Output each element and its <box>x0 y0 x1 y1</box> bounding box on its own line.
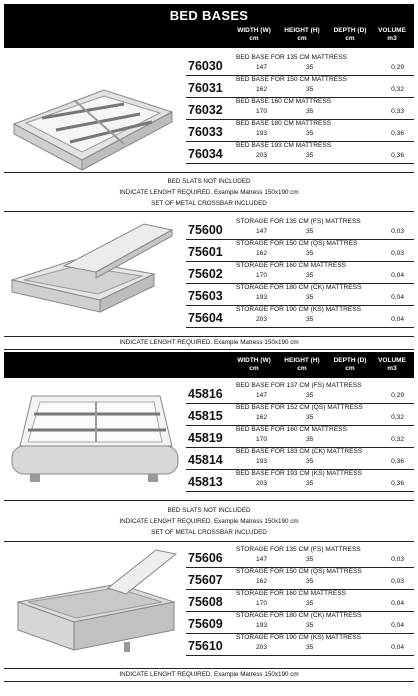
table-row: 45813 BED BASE FOR 193 CM (KS) MATTRESS 203 35 0,36 <box>186 470 414 492</box>
divider <box>4 211 414 212</box>
col-width: WIDTH (W) cm <box>237 357 271 372</box>
notes-3: BED SLATS NOT INCLUDED INDICATE LENGHT REQUIRED. Example Matress 150x190 cm SET OF METAL CROSSBAR INCLUDED <box>119 507 299 536</box>
divider <box>4 500 414 501</box>
col-height: HEIGHT (H) cm <box>284 27 320 42</box>
bed-base-illustration <box>4 56 184 174</box>
divider <box>4 681 414 682</box>
table-row: 75609 STORAGE FOR 180 CM (CK) MATTRESS 193 35 0,04 <box>186 612 414 634</box>
col-depth: DEPTH (D) cm <box>333 357 367 372</box>
bed-base-illustration <box>4 384 184 494</box>
table-row: 75610 STORAGE FOR 190 CM (KS) MATTRESS 203 35 0,04 <box>186 634 414 656</box>
notes-1: BED SLATS NOT INCLUDED INDICATE LENGHT REQUIRED. Example Matress 150x190 cm SET OF METAL CROSSBAR INCLUDED <box>119 178 299 207</box>
col-volume: VOLUME m3 <box>378 27 406 42</box>
table-row: 75602 STORAGE FOR 160 CM MATTRESS 170 35 0,04 <box>186 262 414 284</box>
col-width: WIDTH (W) cm <box>237 27 271 42</box>
divider <box>4 349 414 350</box>
storage-bed-illustration <box>4 216 184 334</box>
table-row: 76030 BED BASE FOR 135 CM MATTRESS 147 35 0,29 <box>186 54 414 76</box>
table-row: 76032 BED BASE 160 CM MATTRESS 170 35 0,33 <box>186 98 414 120</box>
col-height: HEIGHT (H) cm <box>284 357 320 372</box>
table-row: 75608 STORAGE FOR 160 CM MATTRESS 170 35 0,04 <box>186 590 414 612</box>
table-row: 45815 BED BASE FOR 152 CM (QS) MATTRESS 162 35 0,32 <box>186 404 414 426</box>
notes-2: INDICATE LENGHT REQUIRED. Example Matress 150x190 cm <box>119 339 299 346</box>
col-volume: VOLUME m3 <box>378 357 406 372</box>
storage-bed-illustration <box>4 546 184 664</box>
bed-base-image <box>4 384 184 494</box>
table-row: 75606 STORAGE FOR 135 CM (FS) MATTRESS 147 35 0,03 <box>186 546 414 568</box>
table-row: 75607 STORAGE FOR 150 CM (QS) MATTRESS 162 35 0,03 <box>186 568 414 590</box>
table-row: 76033 BED BASE 180 CM MATTRESS 193 35 0,36 <box>186 120 414 142</box>
table-row: 45819 BED BASE FOR 160 CM MATTRESS 170 35 0,32 <box>186 426 414 448</box>
bed-base-image <box>4 56 184 174</box>
table-row: 75601 STORAGE FOR 150 CM (QS) MATTRES 162 35 0,03 <box>186 240 414 262</box>
storage-bed-image <box>4 546 184 664</box>
table-row: 75600 STORAGE FOR 135 CM (FS) MATTRESS 147 35 0,03 <box>186 218 414 240</box>
divider <box>4 172 414 173</box>
storage-bed-image <box>4 216 184 334</box>
table-row: 45816 BED BASE FOR 137 CM (FS) MATTRESS 147 35 0,29 <box>186 382 414 404</box>
table-header-2 <box>4 352 414 378</box>
table-row: 76031 BED BASE FOR 150 CM MATTRESS 162 35 0,32 <box>186 76 414 98</box>
table-row: 75604 STORAGE FOR 190 CM (KS) MATTRESS 203 35 0,04 <box>186 306 414 328</box>
table-row: 45814 BED BASE FOR 183 CM (CK) MATTRESS 193 35 0,36 <box>186 448 414 470</box>
col-depth: DEPTH (D) cm <box>333 27 367 42</box>
table-header-1 <box>4 4 414 48</box>
notes-4: INDICATE LENGHT REQUIRED. Example Matress 150x190 cm <box>119 671 299 678</box>
table-row: 76034 BED BASE 193 CM MATTRESS 203 35 0,36 <box>186 142 414 164</box>
table-row: 75603 STORAGE FOR 180 CM (CK) MATTRESS 193 35 0,04 <box>186 284 414 306</box>
divider <box>4 541 414 542</box>
page-title: BED BASES <box>169 8 249 23</box>
